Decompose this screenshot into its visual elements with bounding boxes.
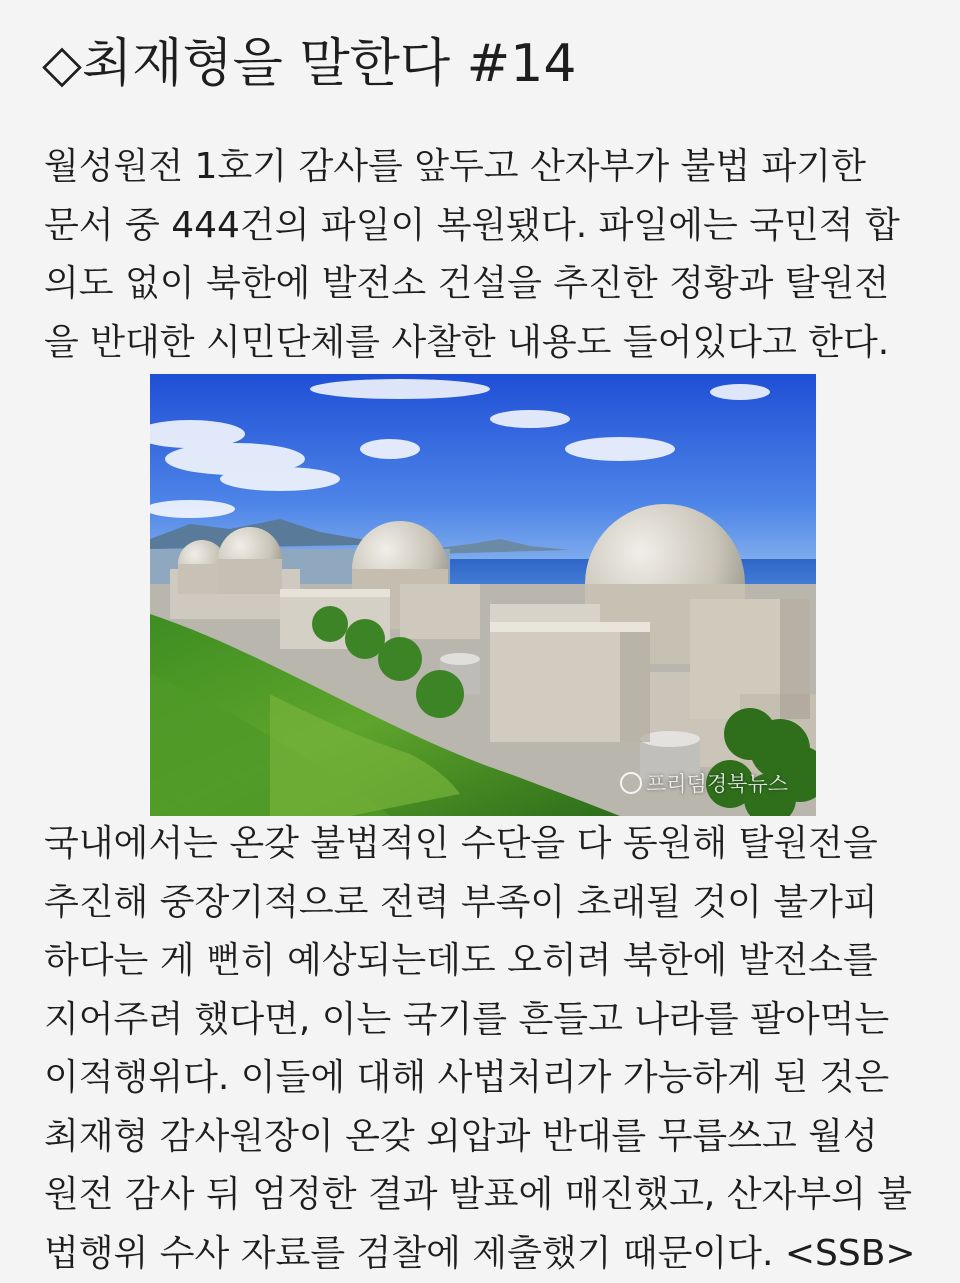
paragraph-line: 하다는 게 뻔히 예상되는데도 오히려 북한에 발전소를 — [44, 932, 924, 991]
paragraph-line: 지어주려 했다면, 이는 국기를 흔들고 나라를 팔아먹는 — [44, 991, 924, 1050]
paragraph-line: 원전 감사 뒤 엄정한 결과 발표에 매진했고, 산자부의 불 — [44, 1166, 924, 1225]
watermark-text: 프리덤경북뉴스 — [646, 768, 788, 798]
paragraph-line: 최재형 감사원장이 온갖 외압과 반대를 무릅쓰고 월성 — [44, 1108, 924, 1167]
image-watermark — [620, 768, 788, 798]
nuclear-plant-photo — [150, 374, 816, 816]
paragraph-line: 문서 중 444건의 파일이 복원됐다. 파일에는 국민적 합 — [44, 197, 924, 256]
intro-paragraph — [44, 138, 924, 372]
body-paragraph — [44, 815, 924, 1283]
paragraph-line: 이적행위다. 이들에 대해 사법처리가 가능하게 된 것은 — [44, 1049, 924, 1108]
paragraph-line: 국내에서는 온갖 불법적인 수단을 다 동원해 탈원전을 — [44, 815, 924, 874]
paragraph-line: 월성원전 1호기 감사를 앞두고 산자부가 불법 파기한 — [44, 138, 924, 197]
paragraph-line: 의도 없이 북한에 발전소 건설을 추진한 정황과 탈원전 — [44, 255, 924, 314]
page-title: ◇최재형을 말한다 #14 — [42, 28, 576, 100]
paragraph-line: 법행위 수사 자료를 검찰에 제출했기 때문이다. <SSB> — [44, 1225, 924, 1283]
watermark-logo-icon — [620, 772, 642, 794]
paragraph-line: 을 반대한 시민단체를 사찰한 내용도 들어있다고 한다. — [44, 314, 924, 373]
paragraph-line: 추진해 중장기적으로 전력 부족이 초래될 것이 불가피 — [44, 874, 924, 933]
